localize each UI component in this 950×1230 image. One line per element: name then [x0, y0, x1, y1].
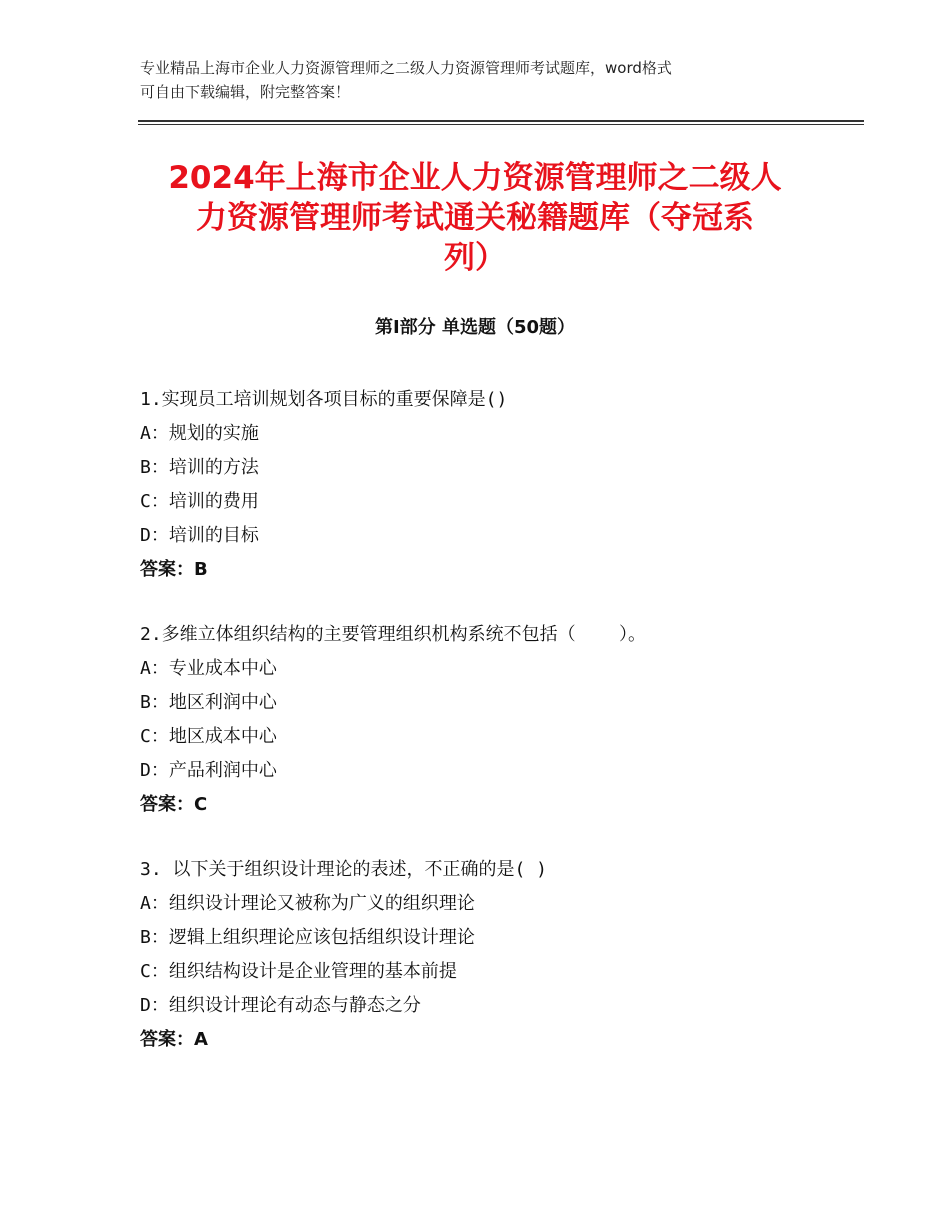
option-d: D：组织设计理论有动态与静态之分: [140, 995, 421, 1016]
document-title-line-3: 列）: [444, 240, 506, 276]
answer-label: 答案：A: [140, 1029, 208, 1050]
option-d: D：培训的目标: [140, 525, 259, 546]
section-heading: 第Ⅰ部分 单选题（50题）: [374, 317, 575, 338]
option-a: A：组织设计理论又被称为广义的组织理论: [140, 893, 475, 914]
answer-label: 答案：C: [140, 794, 208, 815]
header-note: [140, 56, 820, 104]
document-title-line-2: 力资源管理师考试通关秘籍题库（夺冠系: [196, 200, 754, 236]
question-list: [140, 383, 840, 1088]
option-b: B：地区利润中心: [140, 692, 277, 713]
option-d: D：产品利润中心: [140, 760, 277, 781]
option-c: C：培训的费用: [140, 491, 259, 512]
document-title-line-1: 2024年上海市企业人力资源管理师之二级人: [168, 160, 782, 196]
question-2: [140, 618, 840, 822]
option-b: B：逻辑上组织理论应该包括组织设计理论: [140, 927, 475, 948]
document-title: [100, 158, 850, 278]
header-rule-thin: [138, 124, 864, 125]
option-a: A：专业成本中心: [140, 658, 277, 679]
header-rule-thick: [138, 120, 864, 122]
header-note-line-2: 可自由下载编辑，附完整答案！: [140, 83, 351, 101]
option-a: A：规划的实施: [140, 423, 259, 444]
header-note-line-1: 专业精品上海市企业人力资源管理师之二级人力资源管理师考试题库，word格式: [140, 59, 672, 77]
answer-label: 答案：B: [140, 559, 208, 580]
question-stem: 2.多维立体组织结构的主要管理组织机构系统不包括（ ）。: [140, 624, 647, 645]
option-b: B：培训的方法: [140, 457, 259, 478]
question-stem: 1.实现员工培训规划各项目标的重要保障是(): [140, 389, 508, 410]
question-3: [140, 853, 840, 1057]
option-c: C：地区成本中心: [140, 726, 277, 747]
question-stem: 3. 以下关于组织设计理论的表述，不正确的是( ): [140, 859, 548, 880]
question-1: [140, 383, 840, 587]
option-c: C：组织结构设计是企业管理的基本前提: [140, 961, 457, 982]
